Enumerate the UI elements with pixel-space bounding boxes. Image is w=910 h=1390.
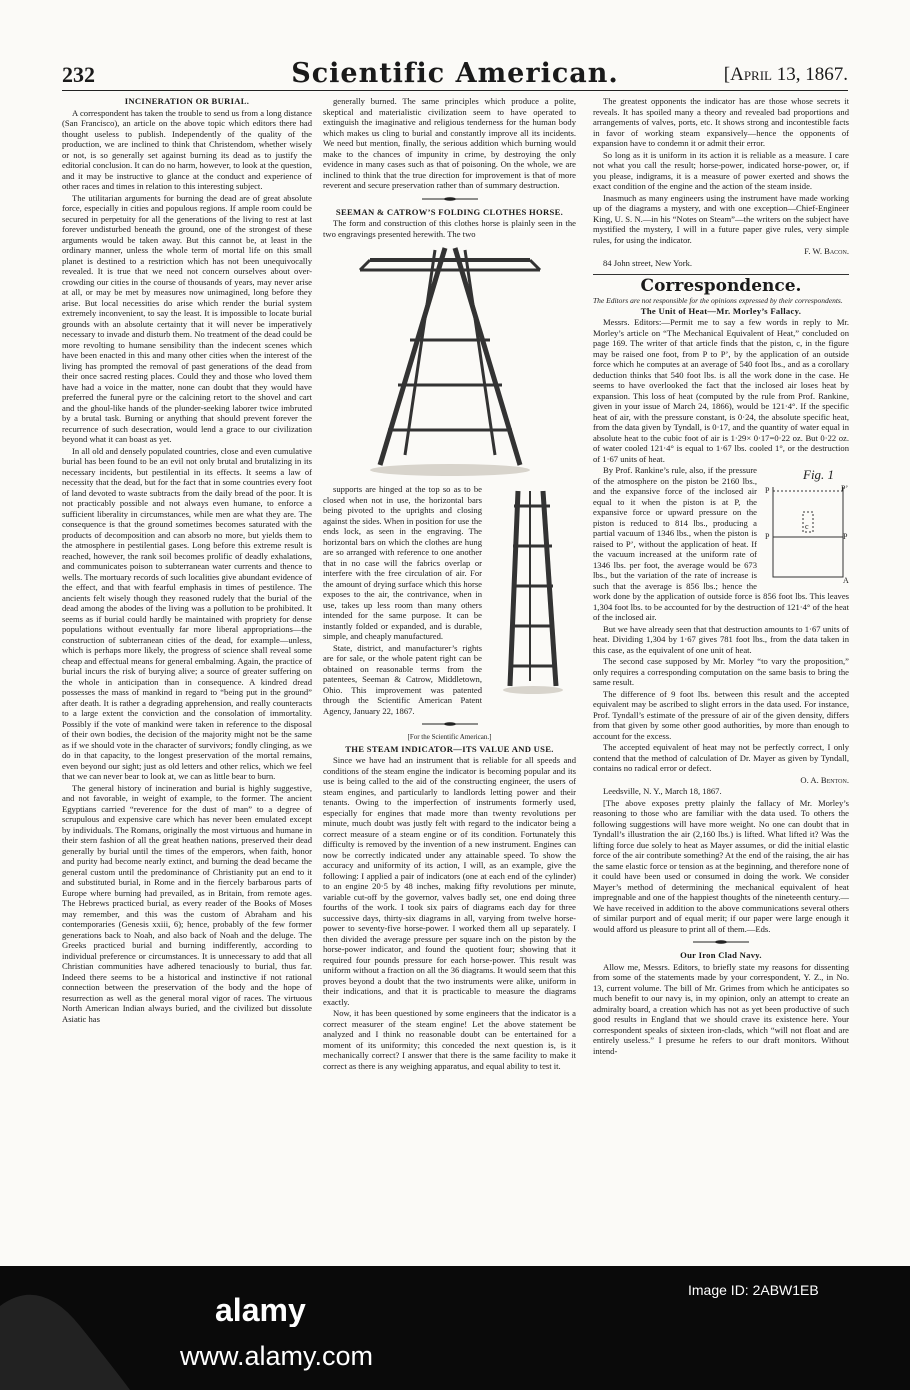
alamy-logo	[215, 1291, 415, 1327]
paragraph: Since we have had an instrument that is reliable for all speeds and conditions of the steam engine the indicator is becoming popular and its use is being called to the aid of the constructing engineer, the users of steam engines, and particularly to landlords letting power and their tenants. Owing to the imperfection of instruments formerly used, especially for engines that made more than twenty revolutions per minute, much doubt was justly felt with regard to the indicator being a correct measure of a steam engine or of its condition. Fortunately this difficulty is removed by the invention of a new instrument. Engines can now be correctly indicated under any attainable speed. To show the accuracy and uniformity of its action, I will, as an example, give the following: I applied a pair of indicators (one at each end of the cylinder) to an engine 20·5 by 48 inches, making fifty revolutions per minute, variable cut-off by the governor, valves badly set, one end doing three fourths of the work. I took six pairs of diagrams each day for three successive days, thirty-six diagrams in all, varying from twelve horse-power to seventy-five horse-power. I worked them all up separately. I then divided the average pressure per square inch on the piston by the horse-power indicator, and found the quotient four; showing that it required four pounds pressure for each horse-power. This result was uniform without a fraction on all the 36 diagrams. It would seem that this proves beyond a doubt that the two instruments were alike, uniform in their indications, and that it is practicable to measure the diagrams exactly.	[323, 755, 576, 1007]
paragraph: Allow me, Messrs. Editors, to briefly state my reasons for dissenting from some of the statements made by your correspondent, Y. Z., in No. 13, current volume. The bill of Mr. Grimes from which he anticipates so much benefit to our navy is, in my opinion, only an attempt to create an admiralty board, a creation which has not as yet been productive of such good results in England that we should crave its existence here. Your correspondent speaks of sixteen iron-clads, which “will not float and are entirely useless.” I presume he refers to our draft monitors. Without intend-	[593, 961, 849, 1056]
alamy-corner-graphic	[0, 1266, 130, 1390]
figure-point-label: P’	[841, 484, 849, 493]
article-heading-incineration: INCINERATION OR BURIAL.	[124, 96, 250, 106]
section-separator	[691, 940, 751, 944]
article-heading-clothes-horse: SEEMAN & CATROW’S FOLDING CLOTHES HORSE.	[335, 206, 564, 217]
image-id: Image ID: 2ABW1EB	[688, 1282, 819, 1298]
alamy-logo-text: alamy	[215, 1292, 306, 1327]
paragraph: [The above exposes pretty plainly the fallacy of Mr. Morley’s reasoning to those who are familiar with the data used. To others the following suggestions will have more weight. No one can doubt that in Tyndall’s illustration the air (2,160 lbs.) is lifted. What lifted it? Was the lifting force due solely to heat as Mayer assumes, or did the initial elastic force of the air contribute something? At the end of the raising, the air has the same elastic force or tension as at the beginning, and therefore none of it could have been used or consumed in doing the work. We consider Mayer’s method of determining the mechanical equivalent of heat impregnable and one of the happiest thoughts of the nineteenth century.— We have received in addition to the above communications several others of similar purport and of equal merit; if our paper were large enough it would afford us pleasure to print all of them.—Eds.	[593, 797, 849, 934]
editor-disclaimer: The Editors are not responsible for the opinions expressed by their correspondents.	[593, 295, 843, 305]
paragraph: supports are hinged at the top so as to be closed when not in use, the horizontal bars being pivoted to the uprights and closing against the sides. When in position for use the ends lock, as seen in the engraving. The horizontal bars on which the clothes are hung are so arranged with reference to one another that in no case will the fabrics overlap or interfere with the free circulation of air. For the amount of drying surface which this horse exposes to the air, the contrivance, when in use, takes up less room than many others intended for the same purpose. It can be instantly folded or expanded, and is durable, simple, and cheaply manufactured.	[323, 484, 482, 641]
figure-label: Fig. 1	[803, 467, 835, 482]
paragraph: Messrs. Editors:—Permit me to say a few words in reply to Mr. Morley’s article on “The Mechanical Equivalent of Heat,” concluded on page 169. The writer of that article finds that the piston, c, in the figure may be raised one foot, from P to P’, by the application of an outside force which he computes at an average of 540 foot lbs., and as a corollary deduction thinks that 540 foot lbs. is all the work done in the case. He seems to have overlooked the fact that the inclosed air loses heat by expansion. This loss of heat (computed by the rule from Prof. Rankine, given in your issue of March 24, 1866), would be 121·4°. If the specific heat of air, with the pressure constant, is 0·24, the absolute specific heat, from the data given by Tyndall, is 0·17, and the quantity of water equal in absolute heat to the cubic foot of air is 1·29× 0·17=0·22 oz. But 0·22 oz. of water cooled 121·4° is equal to 1·67 lbs. cooled 1°, or the destruction of 1·67 units of heat.	[593, 317, 849, 464]
figure-point-label: P	[765, 532, 770, 541]
column-1	[62, 96, 312, 1226]
paragraph: The second case supposed by Mr. Morley “to vary the proposition,” only requires a corresponding computation on the same basis to bring the same result.	[593, 656, 849, 687]
section-separator	[420, 197, 480, 201]
paragraph: A correspondent has taken the trouble to send us from a long distance (San Francisco), an article on the above topic which editors there had thought useless to publish. Independently of the quality of the production, we are inclined to think that Christendom, whether wisely or not, is so generally set against burning its dead as to justify the editorial conclusion. It can do no harm, however, to look at the question, and it may be instructive to glance at the conduct and experience of other races and times in relation to this interesting subject.	[62, 107, 312, 191]
paragraph: generally burned. The same principles which produce a polite, skeptical and materialistic civilization seem to have operated to extinguish the imaginative and religious tenderness for the human body which makes us cling to burial and constantly improve all its incidents. We need but mention, finally, the serious addition which burning would make to the chances of impunity in crime, by destroying the only evidence in many cases such as that of poisoning. On the whole, we are inclined to think that the true direction for improvement is that of more reverent and secure preservation rather than of summary destruction.	[323, 96, 576, 190]
paragraph: By Prof. Rankine’s rule, also, if the pressure of the atmosphere on the piston be 2160 lbs., and the expansive force of the inclosed air equal to it when the piston is at P, the expansive force or upward pressure on the piston is reduced to 814 lbs., producing a partial vacuum of 1346 lbs., when the piston is raised to P’, without the application of heat. If the vacuum increased at the uniform rate of 1346 lbs. per foot, the average would be 673 lbs., but the variation of the rate of increase is such that the average is 856 lbs.; hence the work done by the application of outside force is 856 foot lbs. This leaves 1,304 foot lbs. to be accounted for by the destruction of 121·4° of the heat of the inclosed air.	[593, 465, 849, 622]
paragraph: The accepted equivalent of heat may not be perfectly correct, I only contend that the method of calculation of Dr. Mayer as given by Tyndall, contains no radical error or defect.	[593, 742, 849, 773]
paragraph: State, district, and manufacturer’s rights are for sale, or the whole patent right can be obtained on reasonable terms from the patentees, Seeman & Catrow, Middletown, Ohio. This improvement was patented through the Scientific American Patent Agency, January 22, 1867.	[323, 642, 482, 716]
letter-heading-iron-clad-navy: Our Iron Clad Navy.	[680, 950, 762, 960]
paragraph: The difference of 9 foot lbs. between this result and the accepted equivalent may be ascribed to slight errors in the data used. For instance, Prof. Tyndall’s estimate of the pressure of air of the given density, differs from that given by some other good authorities, by more than enough to account for the excess.	[593, 688, 849, 741]
signature-benton: O. A. Benton.	[800, 774, 849, 785]
divider	[593, 274, 849, 275]
masthead: Scientific American.	[291, 58, 619, 89]
issue-date: [April 13, 1867.	[723, 64, 848, 85]
letter-heading-unit-of-heat: The Unit of Heat—Mr. Morley’s Fallacy.	[640, 305, 802, 316]
piston-figure-diagram	[763, 467, 849, 585]
paragraph: The greatest opponents the indicator has are those whose secrets it reveals. It has spoiled many a theory and revealed bad proportions and arrangements of valves, ports, etc. It shows strong and incontestible facts in favor of working steam expansively—hence the opponents of expansion have to condemn it or admit their error.	[593, 96, 849, 148]
page-header	[62, 58, 848, 91]
paragraph: So long as it is uniform in its action it is reliable as a measure. I care not what you call the result; horse-power, indicated horse-power, or, if you please, indigrams, it is a measure of power exerted and shows the exact condition of the engine and the action of the steam inside.	[593, 149, 849, 191]
byline-note: [For the Scientific American.]	[407, 733, 492, 741]
stock-photo-footer	[0, 1266, 910, 1390]
section-separator	[420, 722, 480, 726]
figure-point-label: P	[765, 486, 770, 495]
clothes-horse-open-illustration	[350, 240, 550, 478]
page-number: 232	[62, 62, 95, 87]
section-title-correspondence: Correspondence.	[640, 276, 802, 296]
dateline: Leedsville, N. Y., March 18, 1867.	[603, 786, 722, 796]
figure-point-label: A	[843, 576, 849, 585]
paragraph: The general history of incineration and burial is highly suggestive, and not favorable, in weight of example, to the former. The ancient Egyptians carried “reverence for the dust of man” to a degree of scrupulous and expensive care which has never been emulated except by individuals. The Romans, originally the most virtuous and humane in their stern fashion of all the great heathen nations, preserved their dead generally by burial until the times of the emperors, when faith, honor and purity had become nearly extinct, and burning the dead became the general custom until the predominance of Christianity put an end to it and substituted burial, in Rome and in the fiercely barbarous parts of Europe where burning had prevailed, as in Britain, from remote ages. The Hebrews practiced burial, as every reader of the Books of Moses may remember, and this was the custom of Abraham and his contemporaries (Genesis xxiii, 6); hence, probably of the few former generations back to Noah, and also back of Noah and the deluge. The Greeks practiced burial and burning indifferently, according to individual preference or circumstances. It is unnecessary to add that all Christian communities have adhered tenaciously to burial, thus far. Indeed there seems to be a historical and instinctive if not rational connection between the preservation of the body and the hope of resurrection as well as the general moral vigor of races. The virtuous North American Indian always buried, and the civilized but dissolute Asiatic has	[62, 782, 312, 1024]
article-heading-steam-indicator: THE STEAM INDICATOR—ITS VALUE AND USE.	[345, 743, 554, 754]
column-2	[323, 96, 576, 1226]
figure-point-label: P	[843, 532, 848, 541]
paragraph: The utilitarian arguments for burning the dead are of great absolute force, especially in cities and populous regions. If ample room could be secured in perpetuity for all the generations of the living to rest at last forever undisturbed beneath the ground, one of the strongest of these arguments would be taken away. But this cannot be, at least in the ordinary manner, unless the whole term of mortal life on this small planet is destined to a restriction which has not been unequivocally revealed. It is true that we need not concern ourselves about over-crowding our cities in the course of thousands of years, may never arise at all, or may be met by measures now unimagined, long before they arise. But local necessities do arise which render the burial system extremely inconvenient, to say the least. It is impossible to locate burial grounds with an absolute certainty that it will never be imperatively necessary to invade and disturb them. No treatment of the dead could be more revolting to humane sensibility than the indecent scenes which have been enacted in this and many other cities when the interest of the living has prompted the removal of past generations of the dead from their once sacred resting places. Could they and those who loved them have had a voice in the matter, none can doubt that they would have preferred the funeral pyre or the calcining retort to the shovel and cart and the ghoul-like hands of the plunder-seeking laborer twice imbruted by a brutal task. Burning or anything that should prevent forever the recurrence of such desecration, would lend a grace to our civilization beyond what it can boast as yet.	[62, 192, 312, 444]
clothes-horse-folded-illustration	[488, 486, 576, 696]
paragraph: Now, it has been questioned by some engineers that the indicator is a correct measurer of the steam engine! Let the above statement be analyzed and I think no reasonable doubt can be entertained for a moment of its uniformity; this conceded the next question is, is it mechanically correct? I answer that there is the same facility to make it correct as there is any weighing apparatus, and equal ability to test it.	[323, 1008, 576, 1071]
paragraph: Inasmuch as many engineers using the instrument have made working up of the diagrams a mystery, and with one exception—Chief-Engineer King, U. S. N.—in his “Notes on Steam”—the writers on the subject have mystified the mystery, I will in a future paper give rules, very simple rules, for using the indicator.	[593, 192, 849, 245]
figure-point-label: c	[805, 522, 809, 531]
address: 84 John street, New York.	[603, 257, 693, 268]
signature-bacon: F. W. Bacon.	[804, 246, 849, 256]
paragraph: In all old and densely populated countries, close and even cumulative burial has been found to be an evil not only brutal and brutalizing in its necessary incidents, but pestilential in its effects. It seems a law of necessity that the dead, but for the fact that in some countries every foot of land devoted to waste subtracts from the daily bread of the poor. It is not practicably possible and not always even humane, to enforce a sufficient liberality in circumstances, while men are what they are. The consequence is that the ground sometimes becomes saturated with the products of decomposition and can absorb no more, but yields them to the atmosphere in pestilential gases. Long before this extreme result is reached, however, the rank soil becomes prolific of deadly exhalations, and communicates poison to subterranean water currents and thence to wells. The mortuary records of such localities give abundant evidence of the effect, and that with fearful emphasis in times of pestilence. The ancients felt wisely though they reasoned rudely that the burial of the dead among the abodes of the living was a pollution to be prohibited. It seems as if burial could hardly be maintained with propriety for dense populations without eventually far more liberal appropriations—the construction of subterranean cities of the dead, for example—unless, which is perhaps more likely, the progress of science shall reveal some cheap and effectual means for general embalming. Again, the practice of burial incurs the risk of burying alive; a source of greater suffering on the whole in anticipation than in consequence. A kindred dread possesses the mass of mankind in regard to “being put in the ground” after death. It is rather a degrading apprehension, and really counteracts to a large extent the conviction and the consolation of immortality. Possibly if the vote of mankind were taken in reference to the disposal of their own bodies, the decision of the majority might not be the same as if we should vote in the character of survivors; fondly clinging, as we do in that capacity, to the longest preservation of the mortal remains, even beyond our sight; just as old letters and other relics, which we feel that we can never bear to look at, we can as little bear to burn.	[62, 445, 312, 781]
paragraph: The form and construction of this clothes horse is plainly seen in the two engravings presented herewith. The two	[323, 218, 576, 239]
column-3	[593, 96, 849, 1226]
paragraph: But we have already seen that that destruction amounts to 1·67 units of heat. Dividing 1,304 by 1·67 gives 781 foot lbs., from the data taken in this case, as the equivalent of one unit of heat.	[593, 623, 849, 655]
watermark-url: www.alamy.com	[180, 1341, 374, 1371]
